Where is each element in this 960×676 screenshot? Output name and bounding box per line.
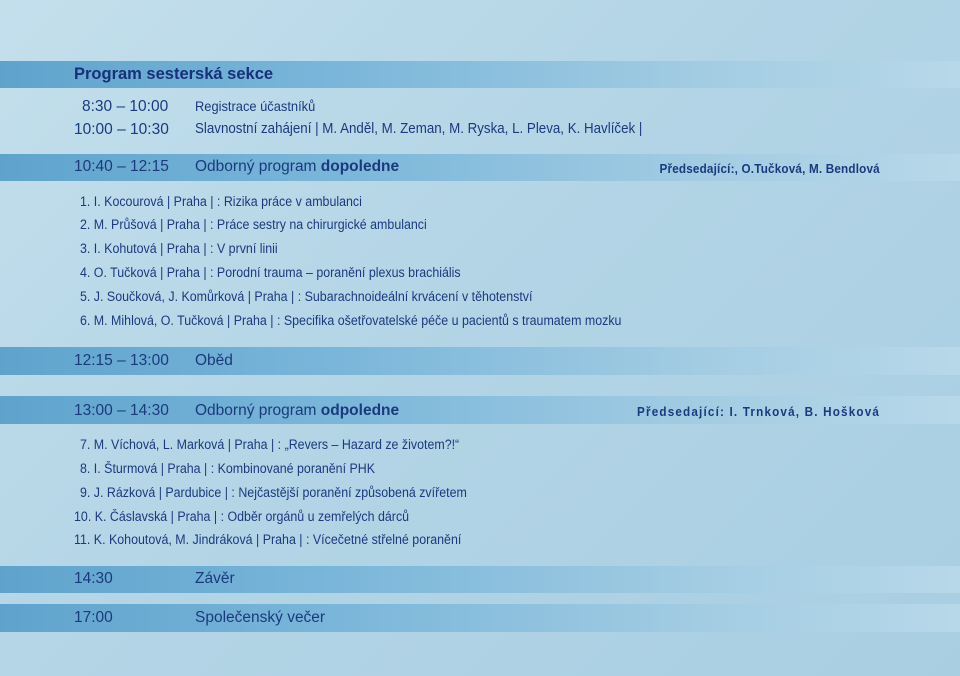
closing-band bbox=[0, 566, 960, 593]
closing-text: Závěr bbox=[195, 570, 235, 587]
talk-item: 2. M. Průšová | Praha | : Práce sestry na chirurgické ambulanci bbox=[80, 217, 427, 232]
morning-time: 10:40 – 12:15 bbox=[74, 158, 169, 175]
afternoon-label-text: Odborný program bbox=[195, 402, 321, 419]
talk-item: 5. J. Součková, J. Komůrková | Praha | : Subarachnoideální krvácení v těhotenství bbox=[80, 289, 533, 304]
talk-item: 9. J. Rázková | Pardubice | : Nejčastější poranění způsobená zvířetem bbox=[80, 485, 467, 500]
talk-item: 11. K. Kohoutová, M. Jindráková | Praha | : Vícečetné střelné poranění bbox=[74, 532, 462, 547]
closing-time: 14:30 bbox=[74, 570, 113, 587]
opening-text: Slavnostní zahájení | M. Anděl, M. Zeman, M. Ryska, L. Pleva, K. Havlíček | bbox=[195, 121, 643, 137]
morning-label-text: Odborný program bbox=[195, 158, 321, 175]
evening-band bbox=[0, 604, 960, 632]
talk-item: 6. M. Mihlová, O. Tučková | Praha | : Specifika ošetřovatelské péče u pacientů s traumatem mozku bbox=[80, 313, 622, 328]
talk-item: 10. K. Čáslavská | Praha | : Odběr orgánů u zemřelých dárců bbox=[74, 509, 410, 524]
registration-text: Registrace účastníků bbox=[195, 98, 316, 114]
afternoon-chair: Předsedající: I. Trnková, B. Hošková bbox=[636, 404, 880, 419]
registration-time: 8:30 – 10:00 bbox=[82, 98, 169, 115]
talk-item: 1. I. Kocourová | Praha | : Rizika práce v ambulanci bbox=[80, 194, 362, 209]
talk-item: 4. O. Tučková | Praha | : Porodní trauma – poranění plexus brachiális bbox=[80, 265, 461, 280]
talk-item: 7. M. Víchová, L. Marková | Praha | : „Revers – Hazard ze životem?!“ bbox=[80, 437, 460, 452]
afternoon-time: 13:00 – 14:30 bbox=[74, 402, 169, 419]
morning-label-bold: dopoledne bbox=[320, 158, 400, 175]
afternoon-label-bold: odpoledne bbox=[320, 402, 400, 419]
lunch-time: 12:15 – 13:00 bbox=[74, 352, 169, 369]
morning-chair: Předsedající:, O.Tučková, M. Bendlová bbox=[659, 161, 880, 176]
evening-text: Společenský večer bbox=[195, 609, 326, 626]
morning-label bbox=[195, 158, 399, 176]
afternoon-label bbox=[195, 402, 399, 420]
talk-item: 3. I. Kohutová | Praha | : V první linii bbox=[80, 241, 278, 256]
evening-time: 17:00 bbox=[74, 609, 113, 626]
opening-time: 10:00 – 10:30 bbox=[74, 121, 169, 138]
page-title: Program sesterská sekce bbox=[74, 65, 274, 83]
talk-item: 8. I. Šturmová | Praha | : Kombinované poranění PHK bbox=[80, 461, 376, 476]
lunch-text: Oběd bbox=[195, 352, 233, 369]
